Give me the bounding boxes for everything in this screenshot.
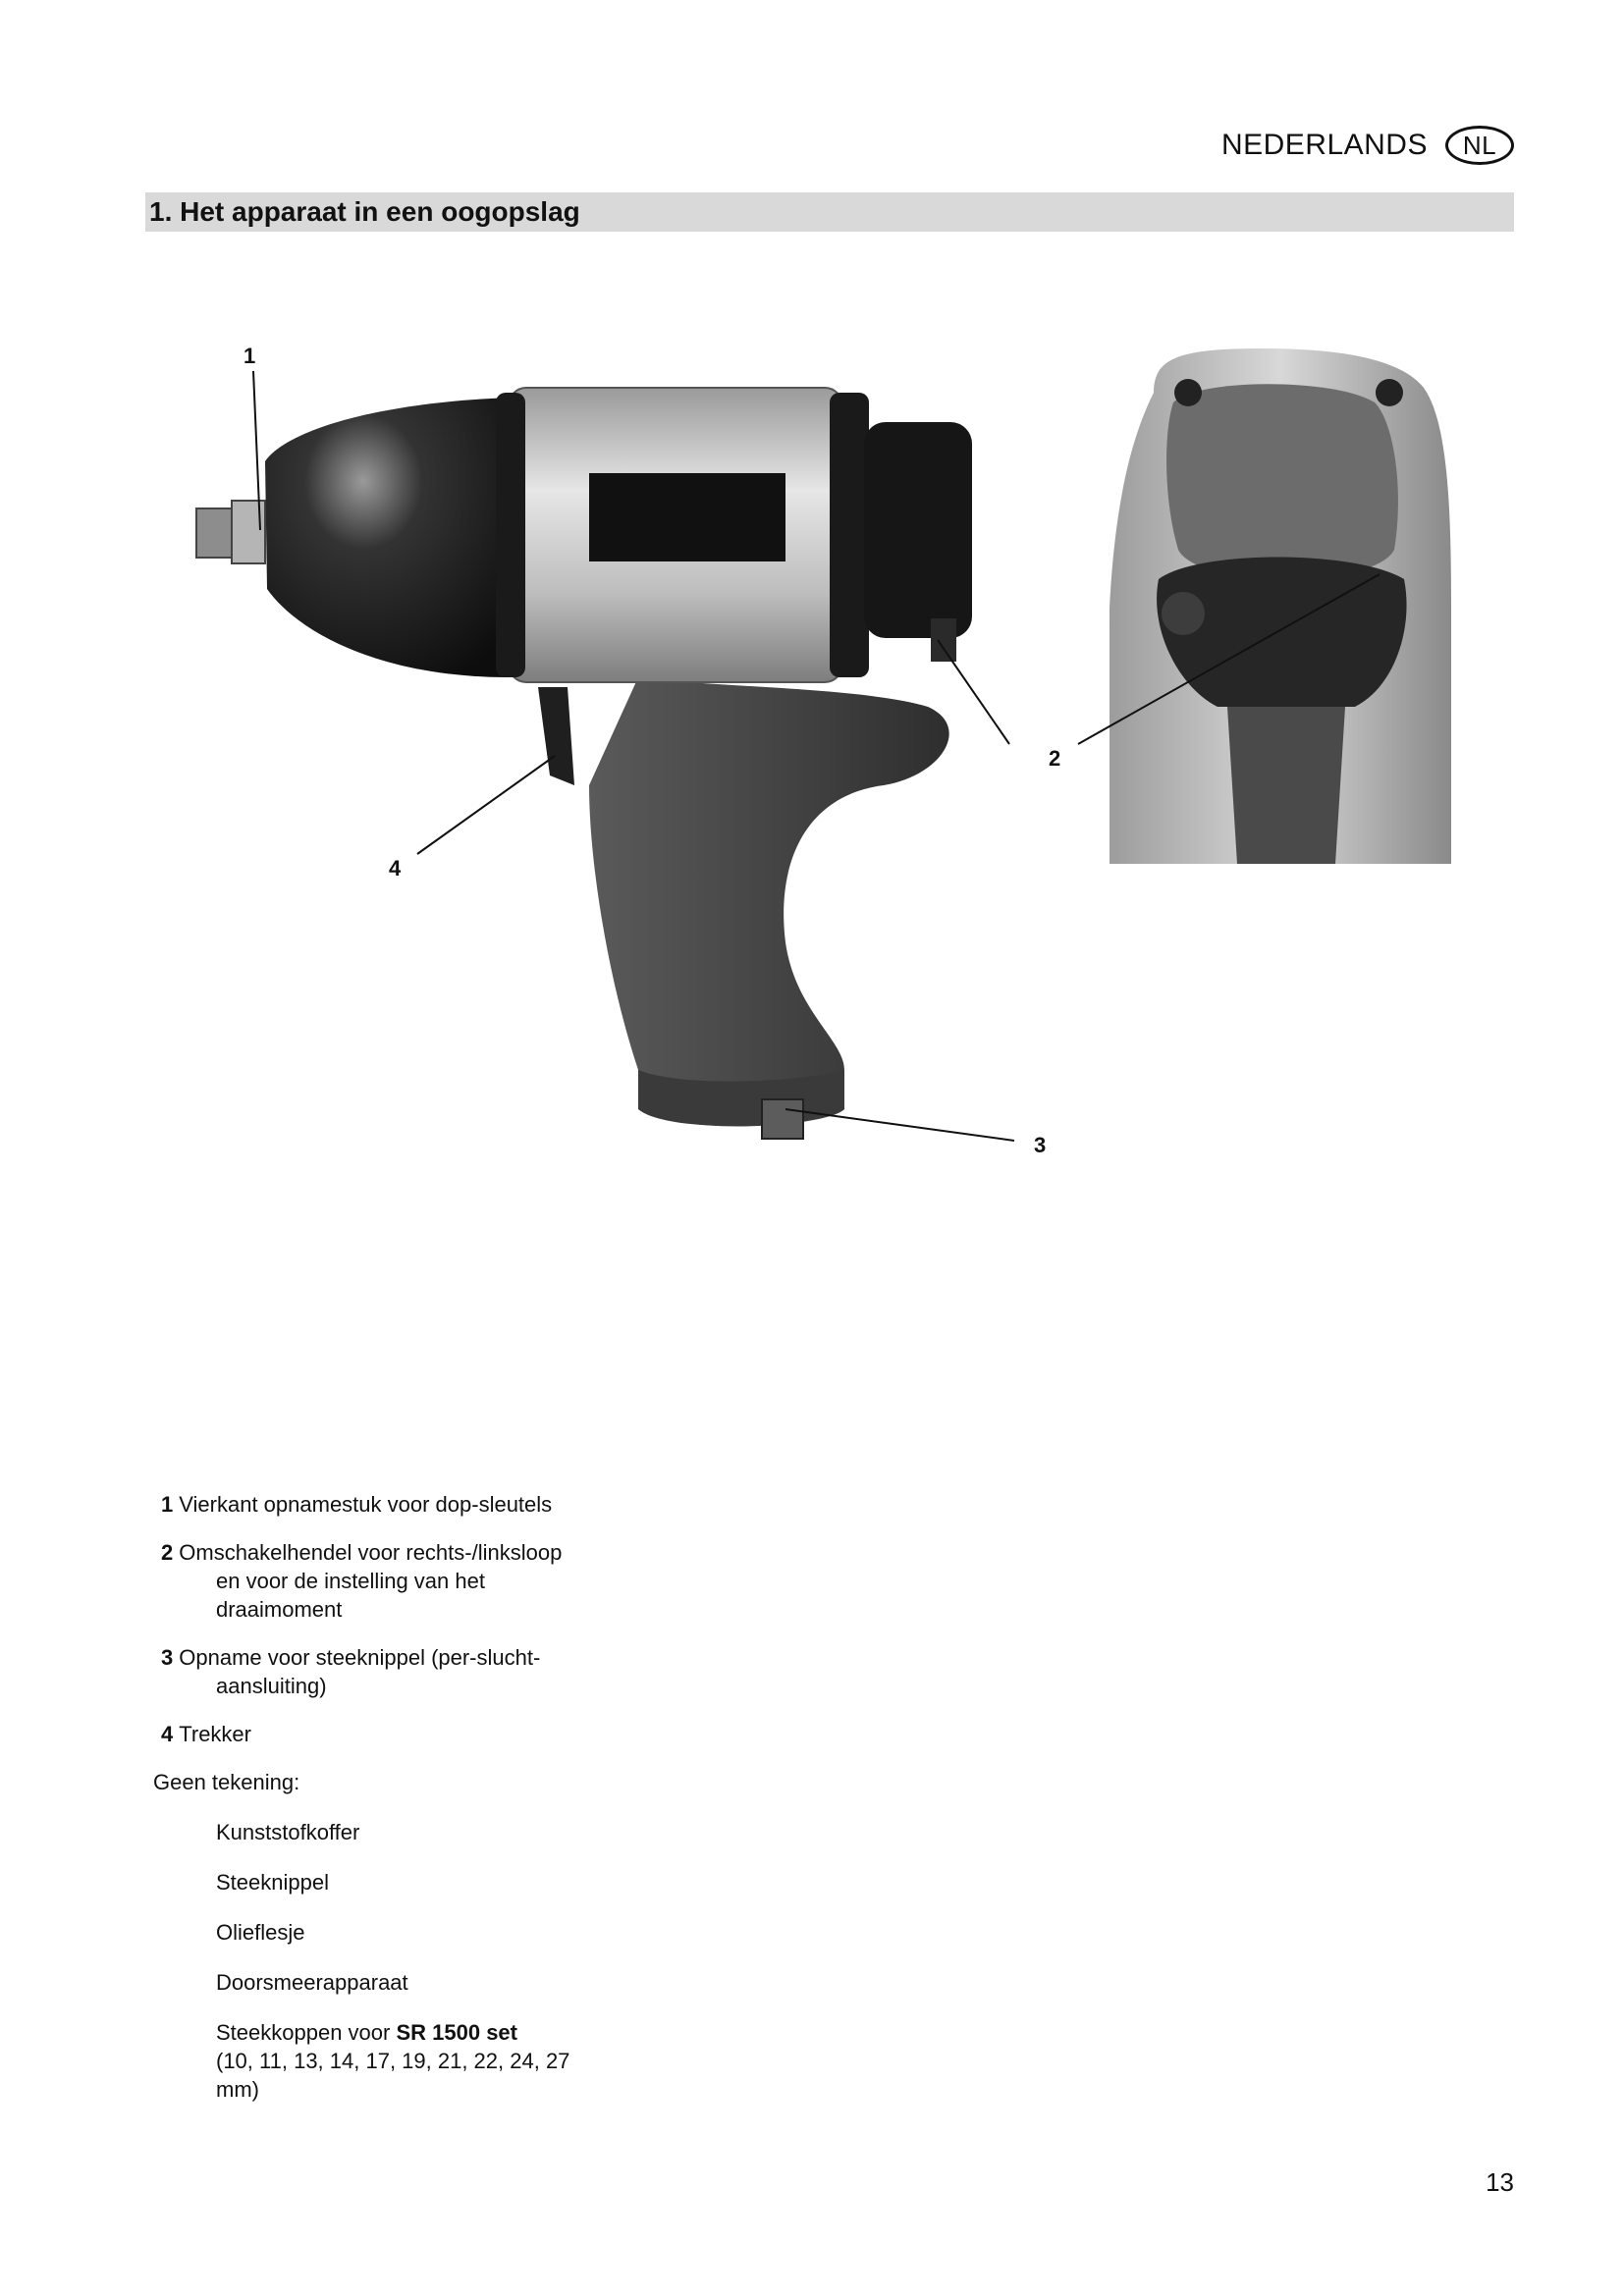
- extra-item: Olieflesje: [216, 1920, 305, 1945]
- legend: [153, 1490, 573, 2125]
- extra-item: Steeknippel: [216, 1870, 329, 1895]
- legend-item-text: Omschakelhendel voor rechts-/linksloop en voor de instelling van het draaimoment: [179, 1540, 563, 1622]
- callout-3: 3: [1034, 1133, 1047, 1157]
- sockets-set-name: SR 1500 set: [396, 2020, 517, 2045]
- section-title: 1. Het apparaat in een oogopslag: [149, 196, 580, 227]
- legend-item-number: 4: [161, 1722, 174, 1746]
- sockets-item: [161, 2018, 573, 2104]
- extra-item: Kunststofkoffer: [216, 1820, 360, 1844]
- page-number: 13: [1486, 2167, 1514, 2197]
- language-badge: NL: [1445, 126, 1514, 165]
- no-drawing-label: Geen tekening:: [153, 1770, 300, 1794]
- impact-wrench-rear-view: [1110, 348, 1451, 864]
- legend-item-number: 2: [161, 1540, 174, 1565]
- sockets-prefix: Steekkoppen voor: [216, 2020, 397, 2045]
- legend-item: [161, 1720, 573, 1748]
- legend-item-number: 3: [161, 1645, 174, 1670]
- legend-item-text: Opname voor steeknippel (per-slucht-aansluiting): [179, 1645, 541, 1698]
- language-label: NEDERLANDS: [1220, 129, 1428, 161]
- sockets-sizes: (10, 11, 13, 14, 17, 19, 21, 22, 24, 27 mm): [216, 2049, 570, 2102]
- impact-wrench-side-view: [196, 388, 972, 1139]
- legend-item-number: 1: [161, 1492, 174, 1517]
- extra-item: Doorsmeerapparaat: [216, 1970, 408, 1995]
- legend-item: [161, 1643, 573, 1700]
- callout-4: 4: [389, 856, 402, 881]
- callout-1: 1: [244, 344, 256, 368]
- legend-item: [161, 1538, 573, 1624]
- legend-item: [161, 1490, 573, 1519]
- legend-item-text: Vierkant opnamestuk voor dop-sleutels: [179, 1492, 553, 1517]
- callout-2: 2: [1049, 746, 1061, 771]
- legend-item-text: Trekker: [179, 1722, 251, 1746]
